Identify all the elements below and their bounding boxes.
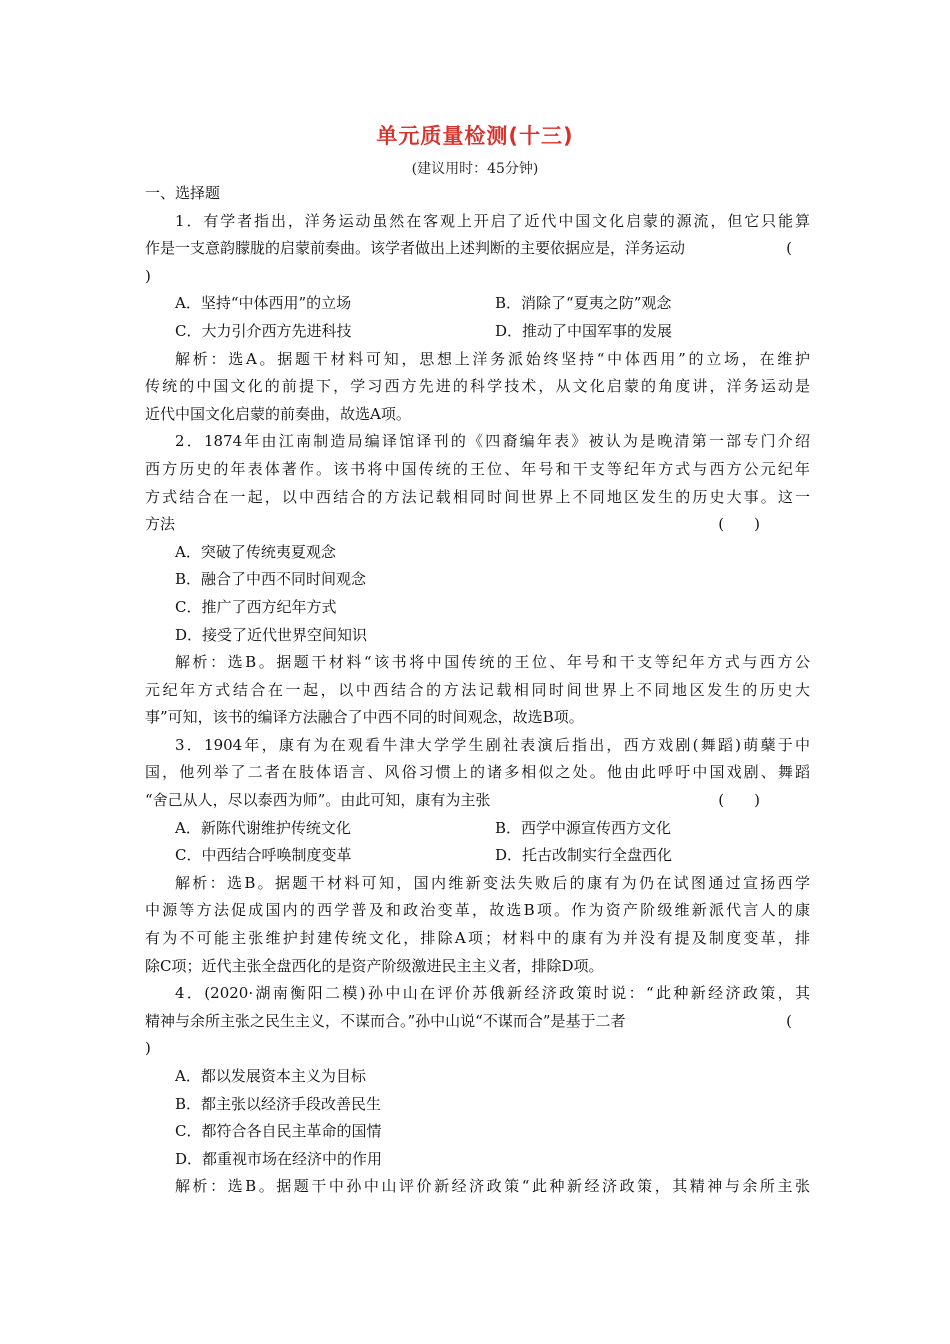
explanation-text: 除C项；近代主张全盘西化的是资产阶级激进民主主义者，排除D项。 bbox=[145, 956, 604, 975]
question-text: 2．1874年由江南制造局编译馆译刊的《四裔编年表》被认为是晚清第一部专门介绍 bbox=[175, 432, 810, 451]
option-d: D．接受了近代世界空间知识 bbox=[175, 625, 368, 644]
explanation-text: 解析：选A。据题干材料可知，思想上洋务派始终坚持“中体西用”的立场，在维护 bbox=[175, 349, 810, 368]
explanation-text: 中源等方法促成国内的西学普及和政治变革，故选B项。作为资产阶级维新派代言人的康 bbox=[145, 901, 810, 920]
option-c: C．推广了西方纪年方式 bbox=[175, 597, 337, 616]
question-2 bbox=[145, 428, 810, 732]
question-text: 1．有学者指出，洋务运动虽然在客观上开启了近代中国文化启蒙的源流，但它只能算 bbox=[175, 211, 810, 230]
question-text-segment: 方法 bbox=[145, 515, 176, 534]
option-row bbox=[145, 842, 810, 870]
explanation-text: 事”可知，该书的编译方法融合了中西不同的时间观念，故选B项。 bbox=[145, 708, 584, 727]
option-b: B．融合了中西不同时间观念 bbox=[175, 570, 367, 589]
option-a: A．新陈代谢维护传统文化 bbox=[175, 818, 351, 837]
question-1 bbox=[145, 208, 810, 429]
question-text: 西方历史的年表体著作。该书将中国传统的王位、年号和干支等纪年方式与西方公元纪年 bbox=[145, 459, 810, 478]
explanation-text: 近代中国文化启蒙的前奏曲，故选A项。 bbox=[145, 404, 411, 423]
question-4 bbox=[145, 980, 810, 1201]
question-text bbox=[145, 511, 810, 539]
page-title: 单元质量检测(十三) bbox=[376, 124, 574, 148]
option-a: A．突破了传统夷夏观念 bbox=[175, 542, 336, 561]
section-heading: 一、选择题 bbox=[145, 184, 221, 202]
answer-bracket-close: ) bbox=[145, 1039, 151, 1058]
option-d: D．托古改制实行全盘西化 bbox=[495, 846, 673, 865]
option-c: C．大力引介西方先进科技 bbox=[175, 321, 352, 340]
question-text bbox=[145, 235, 810, 263]
option-b: B．都主张以经济手段改善民生 bbox=[175, 1094, 382, 1113]
explanation-text: 解析：选B。据题干材料“该书将中国传统的王位、年号和干支等纪年方式与西方公 bbox=[175, 653, 810, 672]
question-text: 4．(2020·湖南衡阳二模)孙中山在评价苏俄新经济政策时说：“此种新经济政策，其 bbox=[175, 984, 810, 1003]
option-row bbox=[145, 290, 810, 318]
option-row bbox=[145, 815, 810, 843]
question-text: 3．1904年，康有为在观看牛津大学学生剧社表演后指出，西方戏剧(舞蹈)萌蘖于中 bbox=[175, 735, 810, 754]
explanation-text: 解析：选B。据题干材料可知，国内维新变法失败后的康有为仍在试图通过宣扬西学 bbox=[175, 873, 810, 892]
explanation-text: 元纪年方式结合在一起，以中西结合的方法记载相同时间世界上不同地区发生的历史大 bbox=[145, 680, 810, 699]
question-text bbox=[145, 787, 810, 815]
option-b: B．西学中源宣传西方文化 bbox=[495, 818, 672, 837]
option-row bbox=[145, 318, 810, 346]
page-subtitle: (建议用时：45分钟) bbox=[411, 161, 539, 177]
answer-bracket: ( bbox=[786, 239, 792, 258]
question-text: 方式结合在一起，以中西结合的方法记载相同时间世界上不同地区发生的历史大事。这一 bbox=[145, 487, 810, 506]
answer-bracket-close: ) bbox=[145, 266, 151, 285]
option-a: A．都以发展资本主义为目标 bbox=[175, 1067, 366, 1085]
option-d: D．推动了中国军事的发展 bbox=[495, 321, 673, 340]
option-d: D．都重视市场在经济中的作用 bbox=[175, 1149, 383, 1168]
question-list bbox=[145, 180, 810, 1201]
question-text-segment: 作是一支意韵朦胧的启蒙前奏曲。该学者做出上述判断的主要依据应是，洋务运动 bbox=[145, 239, 686, 258]
question-text: 国，他列举了二者在肢体语言、风俗习惯上的诸多相似之处。他由此呼吁中国戏剧、舞蹈 bbox=[145, 763, 810, 782]
answer-bracket: ( bbox=[786, 1011, 792, 1030]
answer-bracket: ( ) bbox=[718, 791, 760, 810]
explanation-text: 解析：选B。据题干中孙中山评价新经济政策“此种新经济政策，其精神与余所主张 bbox=[175, 1177, 810, 1196]
option-b: B．消除了“夏夷之防”观念 bbox=[495, 294, 672, 313]
question-text-segment: 精神与余所主张之民生主义，不谋而合。”孙中山说“不谋而合”是基于二者 bbox=[145, 1011, 626, 1030]
option-c: C．中西结合呼唤制度变革 bbox=[175, 846, 352, 865]
explanation-text: 有为不可能主张维护封建传统文化，排除A项；材料中的康有为并没有提及制度变革，排 bbox=[145, 929, 810, 948]
answer-bracket: ( ) bbox=[718, 515, 760, 534]
option-a: A．坚持“中体西用”的立场 bbox=[175, 294, 352, 313]
question-text bbox=[145, 1008, 810, 1036]
question-text-segment: “舍己从人，尽以泰西为师”。由此可知，康有为主张 bbox=[145, 791, 491, 810]
explanation-text: 传统的中国文化的前提下，学习西方先进的科学技术，从文化启蒙的角度讲，洋务运动是 bbox=[145, 377, 810, 396]
option-c: C．都符合各自民主革命的国情 bbox=[175, 1122, 382, 1141]
question-3 bbox=[145, 732, 810, 980]
